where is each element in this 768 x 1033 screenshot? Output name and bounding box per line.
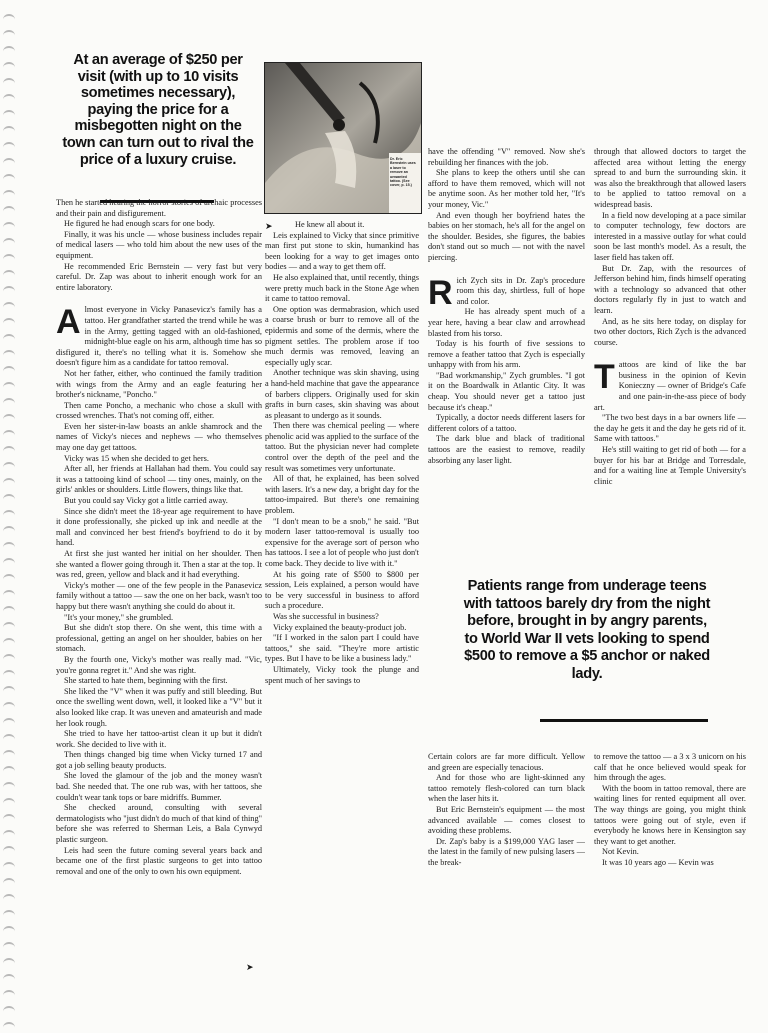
binder-hole bbox=[3, 750, 15, 761]
binder-hole bbox=[3, 478, 15, 489]
paragraph: Today is his fourth of five sessions to remove a feather tattoo that Zych is especially unhappy with from his arm. bbox=[428, 339, 585, 370]
paragraph: Another technique was skin shaving, using a hand-held machine that gave the appearance of barbers clippers. Originally used for skin grafts in burn cases, skin shaving was about as pleasant to undergo as it sounds. bbox=[265, 368, 419, 420]
binder-hole bbox=[3, 174, 15, 185]
photo-caption: Dr. Eric Bernstein uses a laser to remove an unwanted tattoo. (See cover, p. 15.) bbox=[390, 157, 416, 188]
paragraph: ich Zych sits in Dr. Zap's procedure room this day, shirtless, full of hope and color. bbox=[456, 275, 585, 306]
binder-hole bbox=[3, 590, 15, 601]
binder-hole bbox=[3, 270, 15, 281]
binder-hole bbox=[3, 462, 15, 473]
paragraph: Ultimately, Vicky took the plunge and spent much of her savings to bbox=[265, 664, 419, 685]
binder-hole bbox=[3, 606, 15, 617]
paragraph: attoos are kind of like the bar business in the opinion of Kevin Konieczny — owner of Bridge's Cafe and one pain-in-the-ass piece of body art. bbox=[594, 360, 746, 412]
paragraph: Then came Poncho, a mechanic who chose a skull with crossed wrenches. That's not coming off, either. bbox=[56, 400, 262, 421]
continue-arrow-icon: ➤ bbox=[246, 963, 254, 973]
binder-hole bbox=[3, 94, 15, 105]
binder-hole bbox=[3, 830, 15, 841]
drop-cap: T bbox=[594, 358, 615, 397]
paragraph: He recommended Eric Bernstein — very fast but very careful. Dr. Zap was about to inherit enough work for an entire laboratory. bbox=[56, 261, 262, 292]
binder-hole bbox=[3, 62, 15, 73]
binder-hole bbox=[3, 286, 15, 297]
binder-hole bbox=[3, 990, 15, 1001]
drop-cap: A bbox=[56, 303, 81, 342]
binder-hole bbox=[3, 254, 15, 265]
binder-hole bbox=[3, 1006, 15, 1017]
paragraph: She liked the "V" when it was puffy and still bleeding. But once the swelling went down, well, it looked like a "V" but it also looked like crap. It was uneven and amateurish and made her look rough. bbox=[56, 686, 262, 728]
paragraph: have the offending "V" removed. Now she's rebuilding her finances with the job. bbox=[428, 147, 585, 167]
paragraph: And, as he sits here today, on display for two other doctors, Rich Zych is the advanced course. bbox=[594, 316, 746, 347]
paragraph: "If I worked in the salon part I could have tattoos," she said. "They're more artistic types. But I have to be like a business lady." bbox=[265, 633, 419, 664]
paragraph: He has already spent much of a year here, having a bear claw and arrowhead blasted from his torso. bbox=[428, 307, 585, 338]
binder-hole bbox=[3, 974, 15, 985]
paragraph: One option was dermabrasion, which used a coarse brush or burr to remove all of the epidermis and some of the dermis, where the pigment settles. The problem arose if too much dermis was removed, leaving an especially ugly scar. bbox=[265, 304, 419, 367]
paragraph: Dr. Zap's baby is a $199,000 YAG laser — the latest in the family of new pulsing lasers — the break- bbox=[428, 836, 585, 867]
binder-hole bbox=[3, 110, 15, 121]
binder-hole bbox=[3, 30, 15, 41]
binder-hole bbox=[3, 622, 15, 633]
binder-hole bbox=[3, 926, 15, 937]
paragraph: "The two best days in a bar owners life — the day he gets it and the day he gets rid of it. Same with tattoos." bbox=[594, 413, 746, 444]
binder-hole bbox=[3, 494, 15, 505]
binder-hole bbox=[3, 862, 15, 873]
column-1-section bbox=[56, 305, 262, 877]
pull-quote-bottom: Patients range from underage teens with tattoos barely dry from the night before, brought in by angry parents, to World War II vets looking to spend $500 to remove a $5 anchor or naked lady. bbox=[463, 578, 711, 682]
binder-hole bbox=[3, 670, 15, 681]
paragraph: In a field now developing at a pace similar to computer technology, few doctors are interested in a massive outlay for what could soon be last month's model. As a result, the laser field has taken off. bbox=[594, 210, 746, 262]
article-column-4-bottom bbox=[594, 752, 746, 882]
paragraph: All of that, he explained, has been solved with lasers. It's a new day, a bright day for the tattoo-impaired. But there's one remaining problem. bbox=[265, 474, 419, 516]
binder-hole bbox=[3, 766, 15, 777]
binder-hole bbox=[3, 878, 15, 889]
binder-hole-margin bbox=[0, 0, 22, 1024]
paragraph: Not her father, either, who continued the family tradition with wings from the Army and an eagle featuring her brother's nickname, "Poncho." bbox=[56, 368, 262, 400]
paragraph: By the fourth one, Vicky's mother was really mad. "Vic, you're gonna regret it." And she was right. bbox=[56, 654, 262, 675]
paragraph: And even though her boyfriend hates the babies on her stomach, he's all for the angel on the shoulder. Besides, she figures, the babies don't stand out so much — not with the navel piercing. bbox=[428, 210, 585, 262]
paragraph: "It's your money," she grumbled. bbox=[64, 612, 174, 622]
paragraph: But you could say Vicky got a little carried away. bbox=[64, 496, 228, 506]
paragraph: She loved the glamour of the job and the money wasn't bad. She needed that. The one rub was, with her tattoos, she couldn't wear tank tops or bare midriffs. Bummer. bbox=[56, 771, 262, 802]
article-column-3 bbox=[428, 147, 585, 557]
article-column-3-bottom bbox=[428, 752, 585, 882]
paragraph: She checked around, consulting with several dermatologists who "just didn't do much of that kind of thing" before she was referred to Sherman Leis, a Bala Cynwyd plastic surgeon. bbox=[56, 803, 262, 845]
binder-hole bbox=[3, 206, 15, 217]
paragraph: But Dr. Zap, with the resources of Jefferson behind him, finds himself operating with a technology so advanced that other doctors regularly fly in just to watch and learn. bbox=[594, 263, 746, 315]
paragraph: With the boom in tattoo removal, there are waiting lines for rented equipment all over. The way things are going, you might think tattoos were going out of style, even if everybody he knows here in Kensington say they want to get another. bbox=[594, 783, 746, 846]
binder-hole bbox=[3, 302, 15, 313]
binder-hole bbox=[3, 782, 15, 793]
paragraph: She started to hate them, beginning with the first. bbox=[64, 676, 228, 686]
paragraph: Certain colors are far more difficult. Yellow and green are especially tenacious. bbox=[428, 752, 585, 772]
binder-hole bbox=[3, 526, 15, 537]
article-column-1 bbox=[56, 198, 262, 980]
paragraph: Vicky's mother — one of the few people in the Panasevicz family without a tattoo — saw the one on her back, wasn't too happy but there wasn't anything she could do about it. bbox=[56, 580, 262, 611]
paragraph: He also explained that, until recently, things were pretty much back in the Stone Age when it came to tattoo removal. bbox=[265, 272, 419, 304]
paragraph: Vicky was 15 when she decided to get hers. bbox=[64, 453, 209, 463]
paragraph: At his going rate of $500 to $800 per session, Leis explained, a person would have to be very successful in business to afford such a procedure. bbox=[265, 569, 419, 611]
column-1-intro bbox=[56, 198, 262, 293]
binder-hole bbox=[3, 190, 15, 201]
binder-hole bbox=[3, 222, 15, 233]
binder-hole bbox=[3, 510, 15, 521]
binder-hole bbox=[3, 734, 15, 745]
paragraph: And for those who are light-skinned any tattoo remotely flesh-colored can turn black when the laser hits it. bbox=[428, 773, 585, 804]
paragraph: Was she successful in business? bbox=[273, 611, 379, 621]
binder-hole bbox=[3, 942, 15, 953]
pull-quote-bottom-rule bbox=[540, 719, 708, 722]
binder-hole bbox=[3, 350, 15, 361]
paragraph: Leis explained to Vicky that since primitive man first put stone to skin, humankind has been looking for a way to get images onto bodies — and a way to get them off. bbox=[265, 230, 419, 272]
drop-cap: R bbox=[428, 273, 453, 312]
binder-hole bbox=[3, 318, 15, 329]
binder-hole bbox=[3, 238, 15, 249]
binder-hole bbox=[3, 126, 15, 137]
paragraph: But she didn't stop there. On she went, this time with a professional, getting an angel on her shoulder, babies on her stomach. bbox=[56, 623, 262, 654]
paragraph: He knew all about it. bbox=[295, 220, 365, 229]
article-column-4 bbox=[594, 147, 746, 559]
paragraph: Leis had seen the future coming several years back and became one of the first plastic surgeons to get into tattoo removal and one of the only to own his own equipment. bbox=[56, 845, 262, 876]
article-column-2 bbox=[265, 220, 419, 776]
paragraph: Not Kevin. bbox=[602, 847, 639, 857]
binder-hole bbox=[3, 686, 15, 697]
paragraph: "Bad workmanship," Zych grumbles. "I got it on the Boardwalk in Atlantic City. It was cheap. You should never get a tattoo just because it's cheap." bbox=[428, 370, 585, 412]
paragraph: At first she just wanted her initial on her shoulder. Then she wanted a flower going through it. Then a star at the top. It was red, green, yellow and black and it had everything. bbox=[56, 549, 262, 580]
paragraph: He figured he had enough scars for one body. bbox=[64, 219, 215, 229]
binder-hole bbox=[3, 14, 15, 25]
paragraph: through that allowed doctors to target the affected area without letting the energy spread to and burn the surrounding skin. it was also the breakthrough that allowed lasers to be applied to tattoo removal on a widespread basis. bbox=[594, 147, 746, 209]
paragraph: The dark blue and black of traditional tattoos are the easiest to remove, readily absorbing any laser light. bbox=[428, 434, 585, 465]
tattoo-removal-photo bbox=[264, 62, 422, 214]
binder-hole bbox=[3, 846, 15, 857]
binder-hole bbox=[3, 78, 15, 89]
paragraph: Since she didn't meet the 18-year age requirement to have it done professionally, she picked up ink and needle at the mall and convinced her best friend's boyfriend to do it by hand. bbox=[56, 506, 262, 548]
paragraph: lmost everyone in Vicky Panasevicz's family has a tattoo. Her grandfather started the trend while he was in the Army, getting tagged with an old-fashioned, midnight-blue eagle on his arm, although time has so disfigured it, there's no telling what it is. Somehow she doesn't figure him as a candidate for tattoo removal. bbox=[56, 305, 262, 368]
binder-hole bbox=[3, 446, 15, 457]
paragraph: to remove the tattoo — a 3 x 3 unicorn on his calf that he once believed would speak for him through the ages. bbox=[594, 752, 746, 783]
binder-hole bbox=[3, 382, 15, 393]
binder-hole bbox=[3, 814, 15, 825]
binder-hole bbox=[3, 158, 15, 169]
paragraph: Finally, it was his uncle — whose business includes repair of medical lasers — who told him about the new uses of the equipment. bbox=[56, 229, 262, 260]
paragraph: Vicky explained the beauty-product job. bbox=[273, 622, 407, 632]
binder-hole bbox=[3, 558, 15, 569]
binder-hole bbox=[3, 398, 15, 409]
paragraph: Typically, a doctor needs different lasers for different colors of a tattoo. bbox=[428, 413, 585, 433]
binder-hole bbox=[3, 910, 15, 921]
binder-hole bbox=[3, 334, 15, 345]
binder-hole bbox=[3, 958, 15, 969]
paragraph: Then things changed big time when Vicky turned 17 and got a job selling beauty products. bbox=[56, 750, 262, 770]
paragraph: "I don't mean to be a snob," he said. "But modern laser tattoo-removal is usually too expensive for the average sort of person who has tattoos. I see a lot of people who just don't come back. They decide to live with it." bbox=[265, 516, 419, 568]
paragraph: Then he started hearing the horror stories of archaic processes and their pain and disfigurement. bbox=[56, 198, 262, 218]
continue-arrow-icon: ➤ bbox=[265, 222, 273, 232]
paragraph: She plans to keep the others until she can afford to have them removed, which will not be anytime soon. As her mother told her, "It's your money, Vic." bbox=[428, 168, 585, 209]
binder-hole bbox=[3, 894, 15, 905]
binder-hole bbox=[3, 638, 15, 649]
binder-hole bbox=[3, 366, 15, 377]
paragraph: After all, her friends at Hallahan had them. You could say it was a tattooing kind of school — tiny ones, mainly, on the girls' ankles or shoulders. Little flowers, things like that. bbox=[56, 464, 262, 495]
photo-illustration bbox=[265, 63, 421, 213]
binder-hole bbox=[3, 142, 15, 153]
binder-hole bbox=[3, 414, 15, 425]
binder-hole bbox=[3, 542, 15, 553]
pull-quote-top: At an average of $250 per visit (with up to 10 visits sometimes necessary), paying the price for a misbegotten night on the town can turn out to rival the price of a luxury cruise. bbox=[62, 52, 254, 168]
binder-hole bbox=[3, 574, 15, 585]
paragraph: He's still waiting to get rid of both — for a buyer for his bar at Bridge and Torresdale, and for a waiting line at Temple University's clinic bbox=[594, 445, 746, 486]
binder-hole bbox=[3, 430, 15, 441]
paragraph: It was 10 years ago — Kevin was bbox=[602, 857, 714, 867]
binder-hole bbox=[3, 718, 15, 729]
binder-hole bbox=[3, 702, 15, 713]
paragraph: Then there was chemical peeling — where phenolic acid was applied to the surface of the tattoo. But the physician never had complete control over the depth of the peel and the result was sometimes very unfortunate. bbox=[265, 421, 419, 473]
binder-hole bbox=[3, 798, 15, 809]
paragraph: Even her sister-in-law boasts an ankle shamrock and the names of Vicky's nieces and nephews — who themselves may one day get tattoos. bbox=[56, 421, 262, 453]
paragraph: She tried to have her tattoo-artist clean it up but it didn't work. She decided to live with it. bbox=[56, 729, 262, 749]
paragraph: But Eric Bernstein's equipment — the most advanced available — comes closest to avoiding these problems. bbox=[428, 804, 585, 836]
binder-hole bbox=[3, 654, 15, 665]
binder-hole bbox=[3, 46, 15, 57]
